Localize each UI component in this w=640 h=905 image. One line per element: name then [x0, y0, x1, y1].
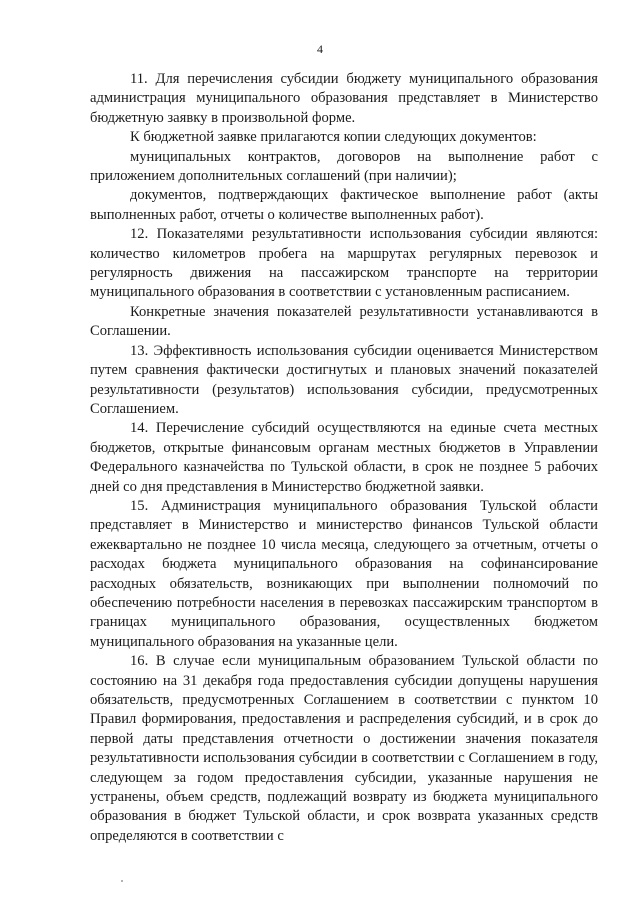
- paragraph-12-performance-indicators: 12. Показателями результативности использования субсидии являются: количество километров пробега на маршрутах регулярных перевозок и регулярность движения на пассажирском транспорте на территории муниципального образования в соответствии с установленным расписанием.: [90, 226, 598, 301]
- paragraph-16-violations: 16. В случае если муниципальным образованием Тульской области по состоянию на 31 декабря года предоставления субсидии допущены нарушения обязательств, предусмотренных Соглашением в соответствии с пунктом 10 Правил формирования, предоставления и распределения субсидий, и в срок до первой даты представления отчетности о достижении значения показателя результативности использования субсидии в соответствии с Соглашением в году, следующем за годом предоставления субсидии, указанные нарушения не устранены, объем средств, подлежащий возврату из бюджета муниципального образования в бюджет Тульской области, и срок возврата указанных средств определяются в соответствии с: [90, 653, 598, 844]
- paragraph-municipal-contracts: муниципальных контрактов, договоров на выполнение работ с приложением дополнительных соглашений (при наличии);: [90, 148, 598, 185]
- scan-speck: [121, 880, 123, 882]
- paragraph-attached-documents-intro: К бюджетной заявке прилагаются копии следующих документов:: [130, 129, 537, 146]
- document-body: [90, 70, 598, 846]
- paragraph-13-efficiency: 13. Эффективность использования субсидии оценивается Министерством путем сравнения фактически достигнутых и плановых значений показателей результативности (результатов) использования субсидии, предусмотренных Соглашением.: [90, 342, 598, 417]
- paragraph-14-transfer: 14. Перечисление субсидий осуществляются на единые счета местных бюджетов, открытые финансовым органам местных бюджетов в Управлении Федерального казначейства по Тульской области, в срок не позднее 5 рабочих дней со дня представления в Министерство бюджетной заявки.: [90, 420, 598, 495]
- page-number: 4: [317, 42, 323, 56]
- paragraph-15-reporting: 15. Администрация муниципального образования Тульской области представляет в Министерство и министерство финансов Тульской области ежеквартально не позднее 10 числа месяца, следующего за отчетным, отчеты о расходах бюджета муниципального образования на софинансирование расходных обязательств, возникающих при выполнении полномочий по обеспечению потребности населения в перевозках пассажирским транспортом в границах муниципального образования, осуществленных бюджетом муниципального образования на указанные цели.: [90, 497, 598, 650]
- paragraph-indicator-values: Конкретные значения показателей результативности устанавливаются в Соглашении.: [90, 303, 598, 340]
- paragraph-completion-documents: документов, подтверждающих фактическое выполнение работ (акты выполненных работ, отчеты о количестве выполненных работ).: [90, 187, 598, 223]
- paragraph-11-budget-request: 11. Для перечисления субсидии бюджету муниципального образования администрация муниципального образования представляет в Министерство бюджетную заявку в произвольной форме.: [90, 71, 598, 126]
